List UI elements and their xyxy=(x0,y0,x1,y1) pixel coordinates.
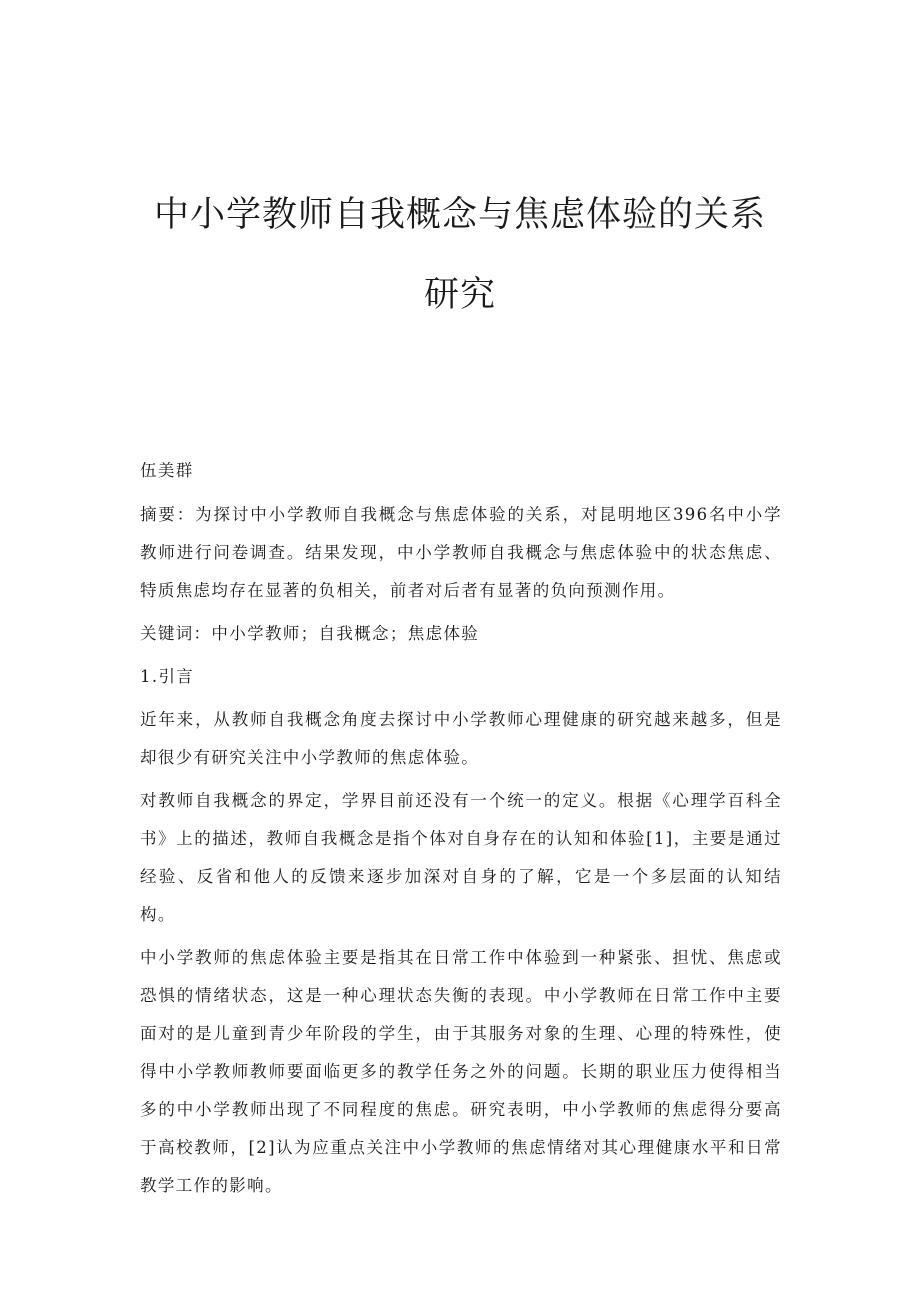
author-name: 伍美群 xyxy=(140,461,194,480)
paragraph: 中小学教师的焦虑体验主要是指其在日常工作中体验到一种紧张、担忧、焦虑或恐惧的情绪状态，这是一种心理状态失衡的表现。中小学教师在日常工作中主要面对的是儿童到青少年阶段的学生，由于其服务对象的生理、心理的特殊性，使得中小学教师教师要面临更多的教学任务之外的问题。长期的职业压力使得相当多的中小学教师出现了不同程度的焦虑。研究表明，中小学教师的焦虑得分要高于高校教师，[2]认为应重点关注中小学教师的焦虑情绪对其心理健康水平和日常教学工作的影响。 xyxy=(140,948,782,1195)
paragraph: 近年来，从教师自我概念角度去探讨中小学教师心理健康的研究越来越多，但是却很少有研究关注中小学教师的焦虑体验。 xyxy=(140,710,782,767)
paragraph: 对教师自我概念的界定，学界目前还没有一个统一的定义。根据《心理学百科全书》上的描述，教师自我概念是指个体对自身存在的认知和体验[1]，主要是通过经验、反省和他人的反馈来逐步加深对自身的了解，它是一个多层面的认知结构。 xyxy=(140,791,782,924)
document-body xyxy=(140,452,782,1210)
keywords: 关键词：中小学教师；自我概念；焦虑体验 xyxy=(140,624,480,643)
document-title: 中小学教师自我概念与焦虑体验的关系研究 xyxy=(153,195,766,315)
section-heading: 1.引言 xyxy=(140,667,195,686)
abstract: 摘要：为探讨中小学教师自我概念与焦虑体验的关系，对昆明地区396名中小学教师进行问卷调查。结果发现，中小学教师自我概念与焦虑体验中的状态焦虑、特质焦虑均存在显著的负相关，前者对后者有显著的负向预测作用。 xyxy=(140,505,782,600)
